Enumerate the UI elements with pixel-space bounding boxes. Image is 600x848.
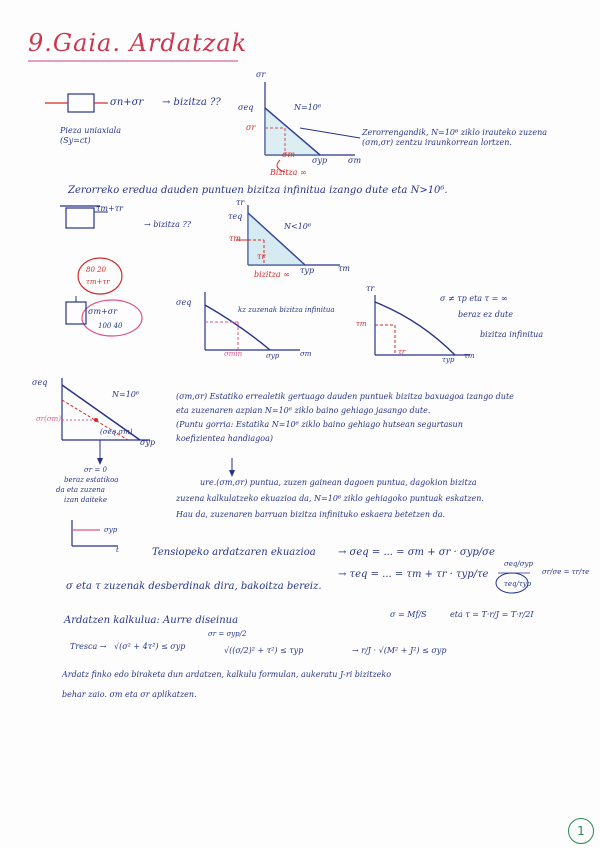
block6-tau-eq: eta τ = T·r/J = T·r/2I <box>450 610 534 619</box>
block2-tau-r: τr <box>257 252 266 261</box>
block6-closing2: behar zaio. σm eta σr aplikatzen. <box>62 690 197 699</box>
block1-axis-y2: σeq <box>238 103 254 112</box>
block4-mini-label: σyp <box>104 526 118 534</box>
block3-graph1-note: kz zuzenak bizitza infinitua <box>238 306 335 314</box>
block4-mini-t: t <box>116 546 119 554</box>
block1-stress: σn+σr <box>110 97 144 108</box>
block4-para1: (σm,σr) Estatiko errealetik gertuago dauden puntuek bizitza baxuagoa izango dute <box>176 392 514 401</box>
block3-circle-vals: 100 40 <box>98 322 123 330</box>
block4-caption2: beraz estatikoa <box>64 476 119 484</box>
block2-axis-x: τm <box>338 264 351 273</box>
block3-graph2-y: τr <box>366 284 375 293</box>
block6-sigma-eq: σ = Mf/S <box>390 610 427 619</box>
block6-vm-top: σr = σyp/2 <box>208 630 247 638</box>
block5-frac-bottom: τeq/τyp <box>504 580 532 588</box>
block4-axis-y: σeq <box>32 378 48 387</box>
block1-arrow-text: → bizitza ?? <box>162 97 221 108</box>
block6-closing1: Ardatz finko edo biraketa dun ardatzen, kalkulu formulan, aukeratu J-ri bizitzeko <box>62 670 392 679</box>
block2-stress: τm+τr <box>96 204 123 213</box>
block4-para5: ure.(σm,σr) puntua, zuzen gainean dagoen puntua, dagokion bizitza <box>200 478 477 487</box>
block6-tresca: √(σ² + 4τ²) ≤ σyp <box>114 642 186 651</box>
block3-right-note1: σ ≠ τp eta τ = ∞ <box>440 294 508 303</box>
block6-vm: √((σ/2)² + τ²) ≤ τyp <box>224 646 304 655</box>
block2-nline: N<10⁶ <box>284 222 312 231</box>
block4-pt-label: σr(σm) <box>36 415 62 423</box>
block4-nline: N=10⁶ <box>112 390 140 399</box>
block3-graph2-syp: τyp <box>442 356 455 364</box>
block3-circle-top: 80 20 <box>86 266 107 274</box>
block2-arrow-text: → bizitza ?? <box>144 220 192 229</box>
block3-circle-mid: τm+τr <box>86 278 110 286</box>
block4-pt-label2: (σeq,σm) <box>100 428 133 436</box>
block4-para3: (Puntu gorria: Estatika N=10⁶ ziklo baino gehiago hutsean segurtasun <box>176 420 463 429</box>
block4-para7: Hau da, zuzenaren barruan bizitza infinituko eskaera betetzen da. <box>176 510 446 519</box>
block1-box-caption: Pieza uniaxiala (Sy=ct) <box>60 126 122 145</box>
block2-region-label: bizitza ∞ <box>254 270 290 279</box>
page-number: 1 <box>568 818 594 844</box>
block6-final: → r/J · √(M² + J²) ≤ σyp <box>352 646 447 655</box>
block5-side-eq: σr/σe = τr/τe <box>542 568 590 576</box>
block5-frac-top: σeq/σyp <box>504 560 533 568</box>
block1-note: Zerorrengandik, N=10⁶ ziklo irauteko zuzena (σm,σr) zentzu iraunkorrean lortzen. <box>362 128 547 147</box>
block4-caption4: izan daiteke <box>64 496 108 504</box>
block1-region-label: Bizitza ∞ <box>270 168 307 177</box>
block4-syp: σyp <box>140 438 156 447</box>
block3-graph2-pt2: τr <box>398 348 406 356</box>
block4-caption1: σr = 0 <box>84 466 107 474</box>
block6-title: Ardatzen kalkulua: Aurre diseinua <box>64 615 239 626</box>
block3-graph2-pt1: τm <box>356 320 367 328</box>
page-title: 9.Gaia. Ardatzak <box>28 29 248 57</box>
block3-graph1-x: σm <box>300 350 312 358</box>
block1-axis-y: σr <box>256 70 266 79</box>
block1-syp: σyp <box>312 156 328 165</box>
block1-nline: N=10⁶ <box>294 103 322 112</box>
block5-eq1: → σeq = ... = σm + σr · σyp/σe <box>338 547 495 558</box>
block1-axis-x: σm <box>348 156 362 165</box>
block5-eq2: → τeq = ... = τm + τr · τyp/τe <box>338 569 489 580</box>
block5-line: σ eta τ zuzenak desberdinak dira, bakoitza bereiz. <box>66 581 322 592</box>
block1-sigma-r: σr <box>246 123 256 132</box>
block1-line: Zerorreko eredua dauden puntuen bizitza infinitua izango dute eta N>10⁶. <box>68 185 448 196</box>
block3-graph1-syp: σyp <box>266 352 280 360</box>
block4-para6: zuzena kalkulatzeko ekuazioa da, N=10⁶ ziklo gehiagoko puntuak eskatzen. <box>176 494 484 503</box>
block2-axis-y2: τeq <box>228 212 243 221</box>
block3-right-note2: beraz ez dute <box>458 310 513 319</box>
block5-eq-intro: Tensiopeko ardatzaren ekuazioa <box>152 547 316 558</box>
block4-para4: koefizientea handiagoa) <box>176 434 274 443</box>
block3-circle-sub: σm+σr <box>88 307 118 316</box>
block3-graph1-pt: σmin <box>224 350 243 358</box>
block4-caption3: da eta zuzena <box>56 486 105 494</box>
block6-tresca-label: Tresca → <box>70 642 107 651</box>
block4-para2: eta zuzenaren azpian N=10⁶ ziklo baino gehiago jasango dute. <box>176 406 431 415</box>
block3-graph2-x: τm <box>464 352 475 360</box>
block2-syp: τyp <box>300 266 315 275</box>
block2-axis-y: τr <box>236 198 245 207</box>
block3-graph1-y: σeq <box>176 298 192 307</box>
block2-tau-m: τm <box>229 234 242 243</box>
block1-sigma-m: σm <box>282 150 296 159</box>
block3-right-note3: bizitza infinitua <box>480 330 544 339</box>
